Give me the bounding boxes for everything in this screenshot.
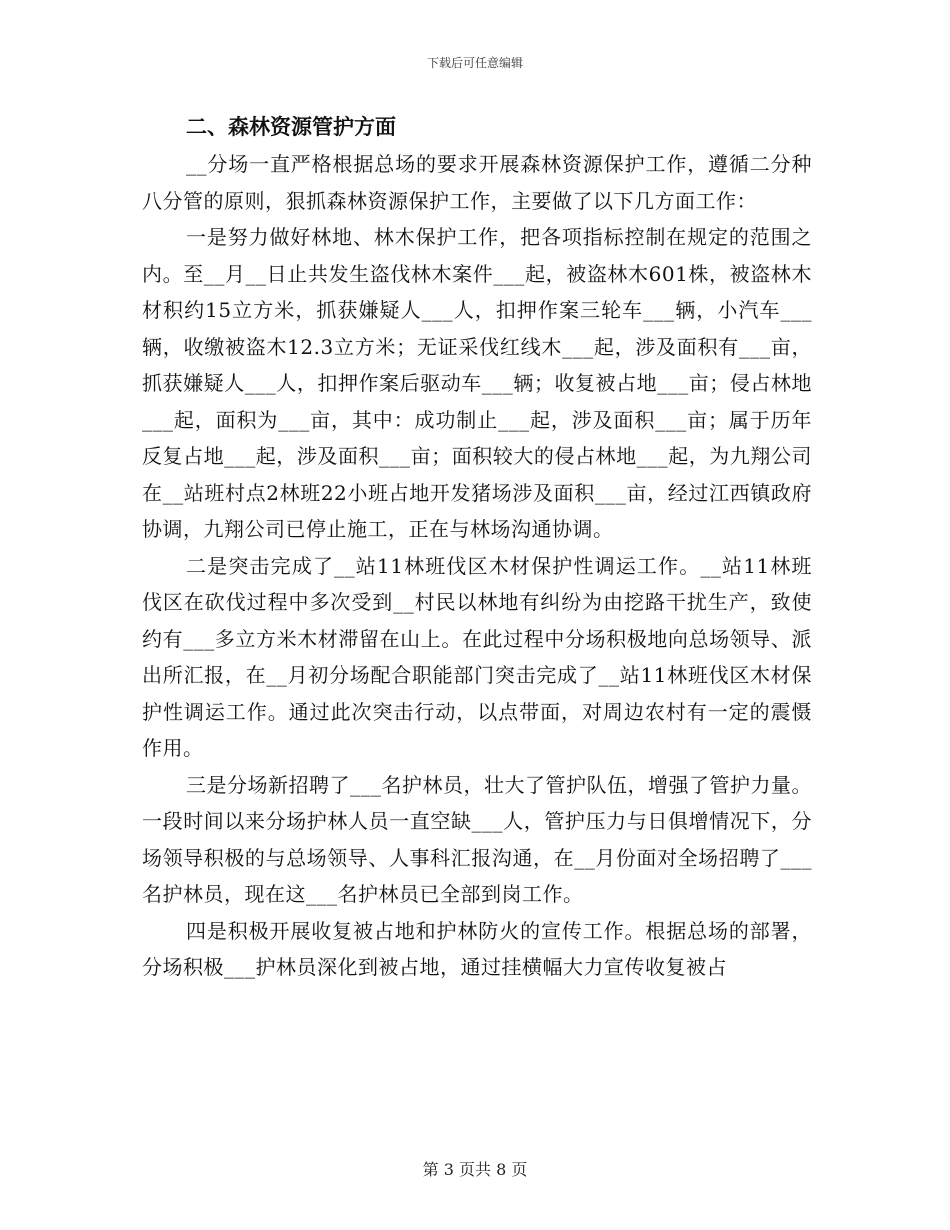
paragraph-intro: __分场一直严格根据总场的要求开展森林资源保护工作，遵循二分种八分管的原则，狠抓森林资源保护工作，主要做了以下几方面工作： (142, 152, 812, 213)
paragraph-forest-protection: 一是努力做好林地、林木保护工作，把各项指标控制在规定的范围之内。至__月__日止共发生盗伐林木案件___起，被盗林木601株，被盗林木材积约15立方米，抓获嫌疑人___人，扣押作案三轮车___辆，小汽车___辆，收缴被盗木12.3立方米；无证采伐红线木___起，涉及面积有___亩，抓获嫌疑人___人，扣押作案后驱动车___辆；收复被占地___亩；侵占林地___起，面积为___亩，其中：成功制止___起，涉及面积___亩；属于历年反复占地___起，涉及面积___亩；面积较大的侵占林地___起，为九翔公司在__站班村点2林班22小班占地开发猪场涉及面积___亩，经过江西镇政府协调，九翔公司已停止施工，正在与林场沟通协调。 (142, 225, 812, 541)
paragraph-timber-transport: 二是突击完成了__站11林班伐区木材保护性调运工作。__站11林班伐区在砍伐过程中多次受到__村民以林地有纠纷为由挖路干扰生产，致使约有___多立方米木材滞留在山上。在此过程中分场积极地向总场领导、派出所汇报，在__月初分场配合职能部门突击完成了__站11林班伐区木材保护性调运工作。通过此次突击行动，以点带面，对周边农村有一定的震慑作用。 (142, 553, 812, 760)
page-number: 第 3 页共 8 页 (422, 1160, 528, 1179)
paragraph-publicity: 四是积极开展收复被占地和护林防火的宣传工作。根据总场的部署，分场积极___护林员深化到被占地，通过挂横幅大力宣传收复被占 (142, 918, 812, 979)
page-header: 下载后可任意编辑 (426, 56, 523, 70)
section-title: 二、森林资源管护方面 (186, 114, 396, 139)
document-body (142, 108, 812, 986)
paragraph-ranger-recruitment: 三是分场新招聘了___名护林员，壮大了管护队伍，增强了管护力量。一段时间以来分场护林人员一直空缺___人，管护压力与日俱增情况下，分场领导积极的与总场领导、人事科汇报沟通，在__月份面对全场招聘了___名护林员，现在这___名护林员已全部到岗工作。 (142, 772, 812, 906)
